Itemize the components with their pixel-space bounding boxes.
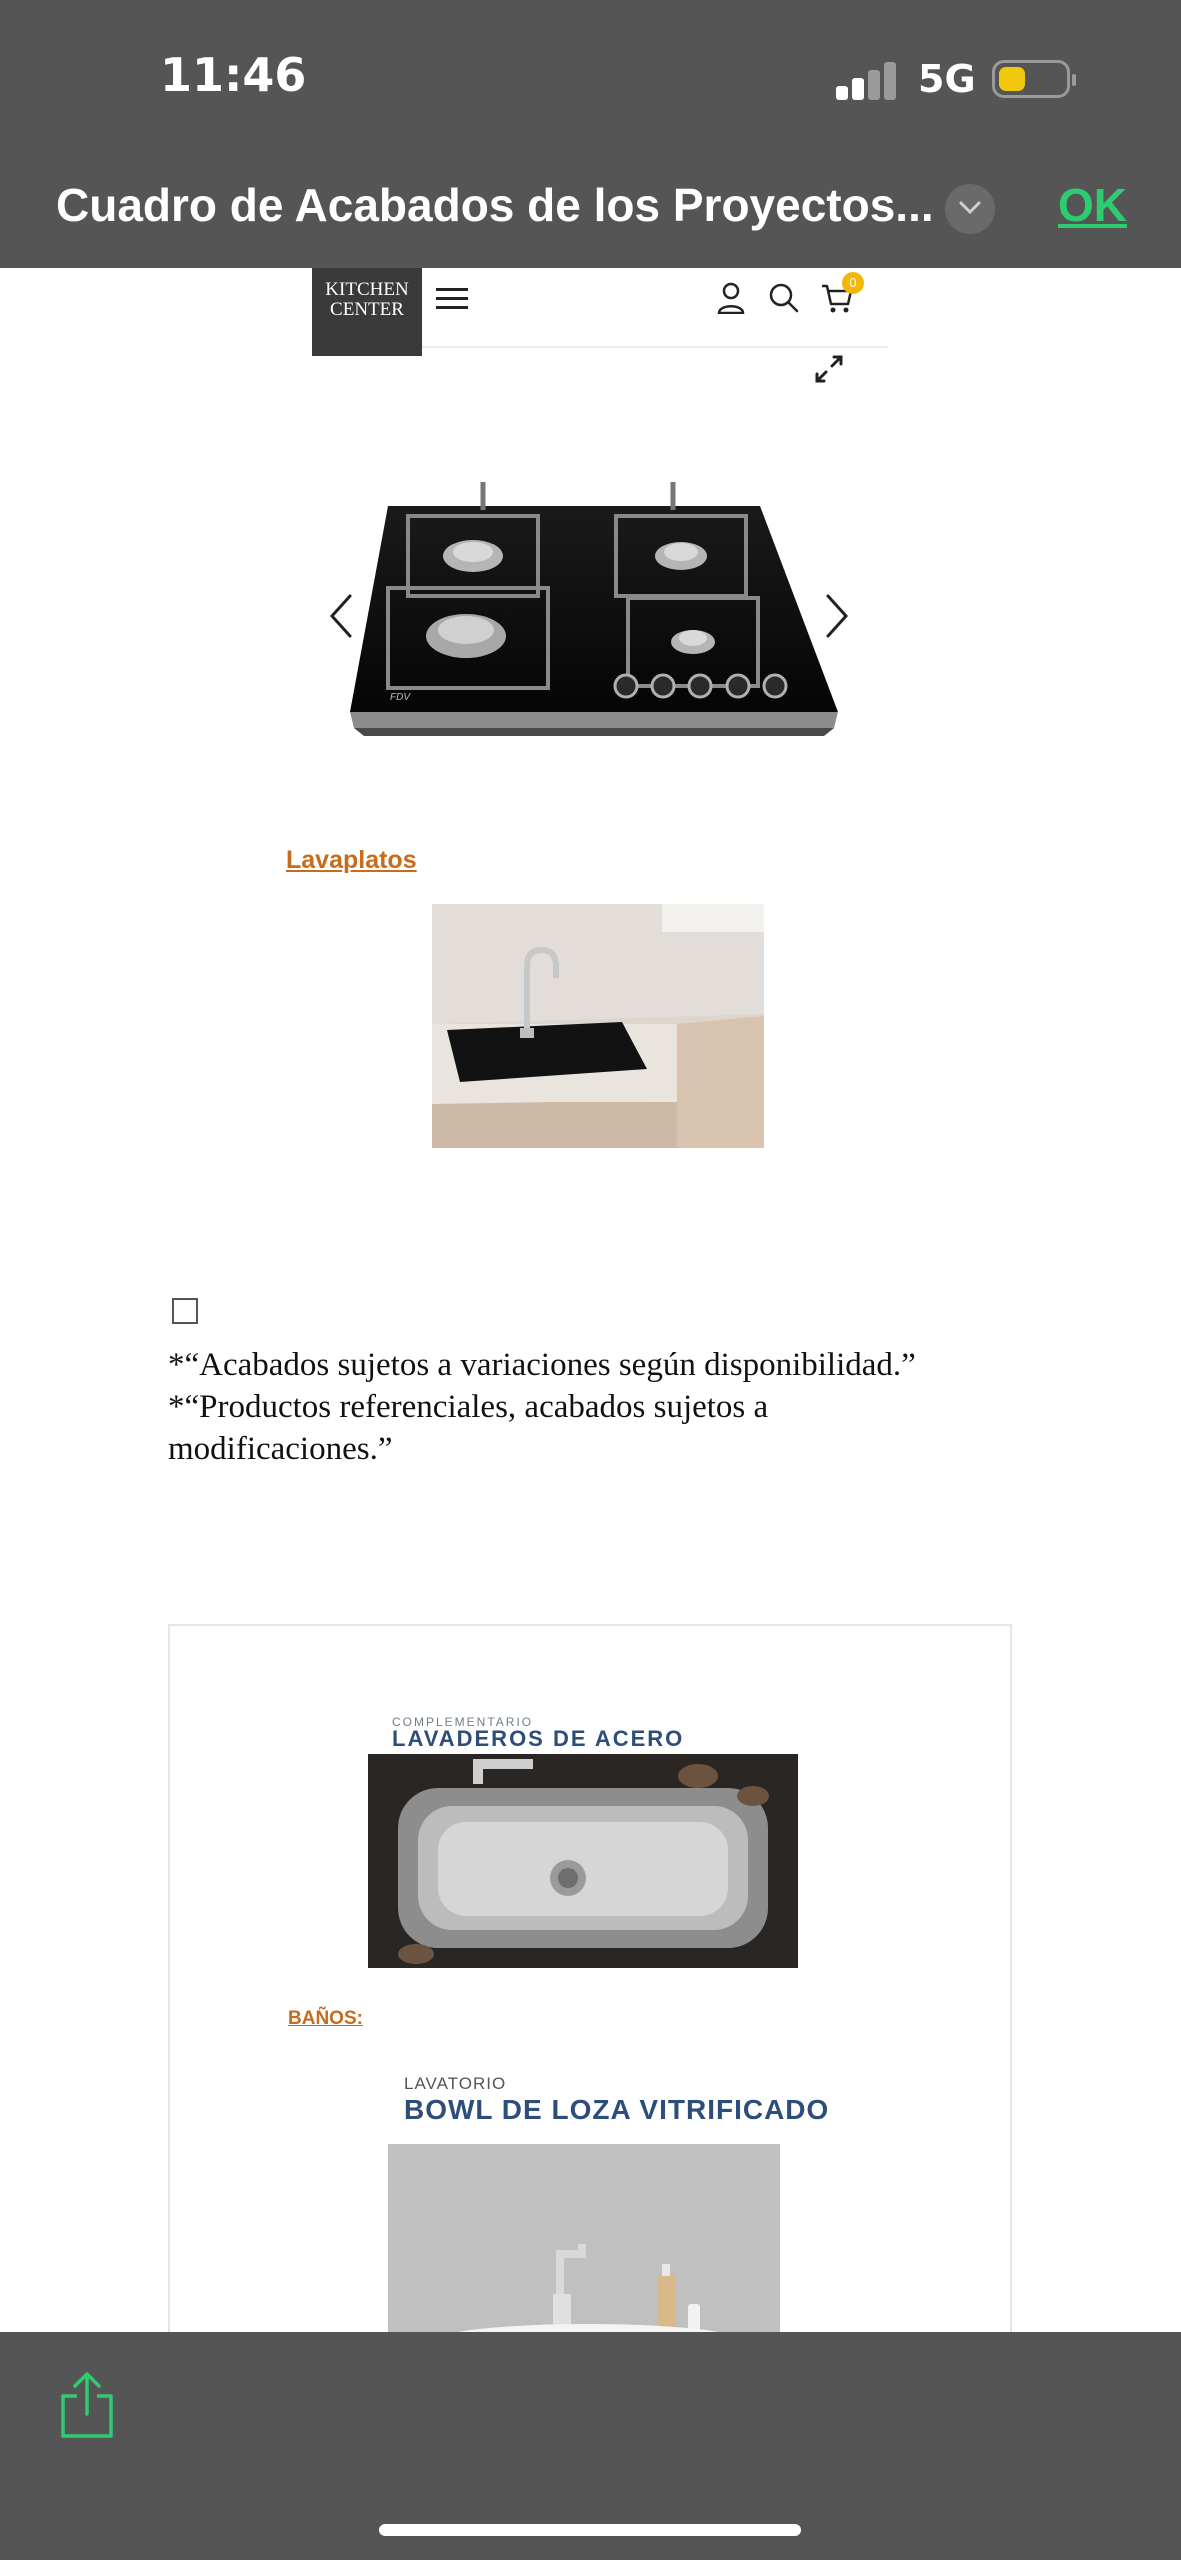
top-bar xyxy=(0,0,1181,268)
battery-icon xyxy=(992,60,1070,98)
cart-count-badge: 0 xyxy=(842,272,864,294)
chevron-down-icon xyxy=(959,201,981,215)
kitchen-sink-photo xyxy=(432,904,764,1148)
kitchen-center-header xyxy=(312,268,888,348)
banos-heading: BAÑOS: xyxy=(288,2008,363,2029)
acero-title: LAVADEROS DE ACERO xyxy=(392,1726,685,1751)
status-time: 11:46 xyxy=(160,48,307,102)
network-label: 5G xyxy=(918,57,976,101)
search-icon[interactable] xyxy=(768,282,800,314)
svg-text:FDV: FDV xyxy=(390,692,410,703)
checkbox[interactable] xyxy=(172,1298,198,1324)
arrow-right-icon[interactable] xyxy=(822,592,852,640)
share-icon[interactable] xyxy=(58,2370,116,2440)
lavatorio-subtitle: LAVATORIO xyxy=(404,2074,507,2093)
logo-line-2: CENTER xyxy=(330,299,404,320)
note-line-1: *“Acabados sujetos a variaciones según disponibilidad.” xyxy=(168,1347,916,1383)
menu-icon[interactable] xyxy=(436,288,468,314)
kitchen-center-logo xyxy=(312,268,422,356)
note-line-2: *“Productos referenciales, acabados sujetos a xyxy=(168,1389,769,1425)
expand-icon[interactable] xyxy=(812,352,846,386)
user-icon[interactable] xyxy=(716,282,746,314)
title-chevron-button[interactable] xyxy=(945,184,995,234)
signal-icon xyxy=(836,62,896,100)
logo-line-1: KITCHEN xyxy=(325,279,409,300)
bowl-title: BOWL DE LOZA VITRIFICADO xyxy=(404,2094,830,2125)
steel-sink-photo xyxy=(368,1754,798,1968)
cooktop-image xyxy=(338,470,848,740)
lavaplatos-heading: Lavaplatos xyxy=(286,846,417,874)
acero-subtitle: COMPLEMENTARIO xyxy=(392,1715,534,1729)
document-title[interactable]: Cuadro de Acabados de los Proyectos... xyxy=(56,179,934,231)
note-line-3: modificaciones.” xyxy=(168,1431,393,1467)
ok-button[interactable]: OK xyxy=(1058,179,1127,231)
bowl-sink-photo xyxy=(388,2144,780,2340)
home-indicator[interactable] xyxy=(379,2524,801,2536)
